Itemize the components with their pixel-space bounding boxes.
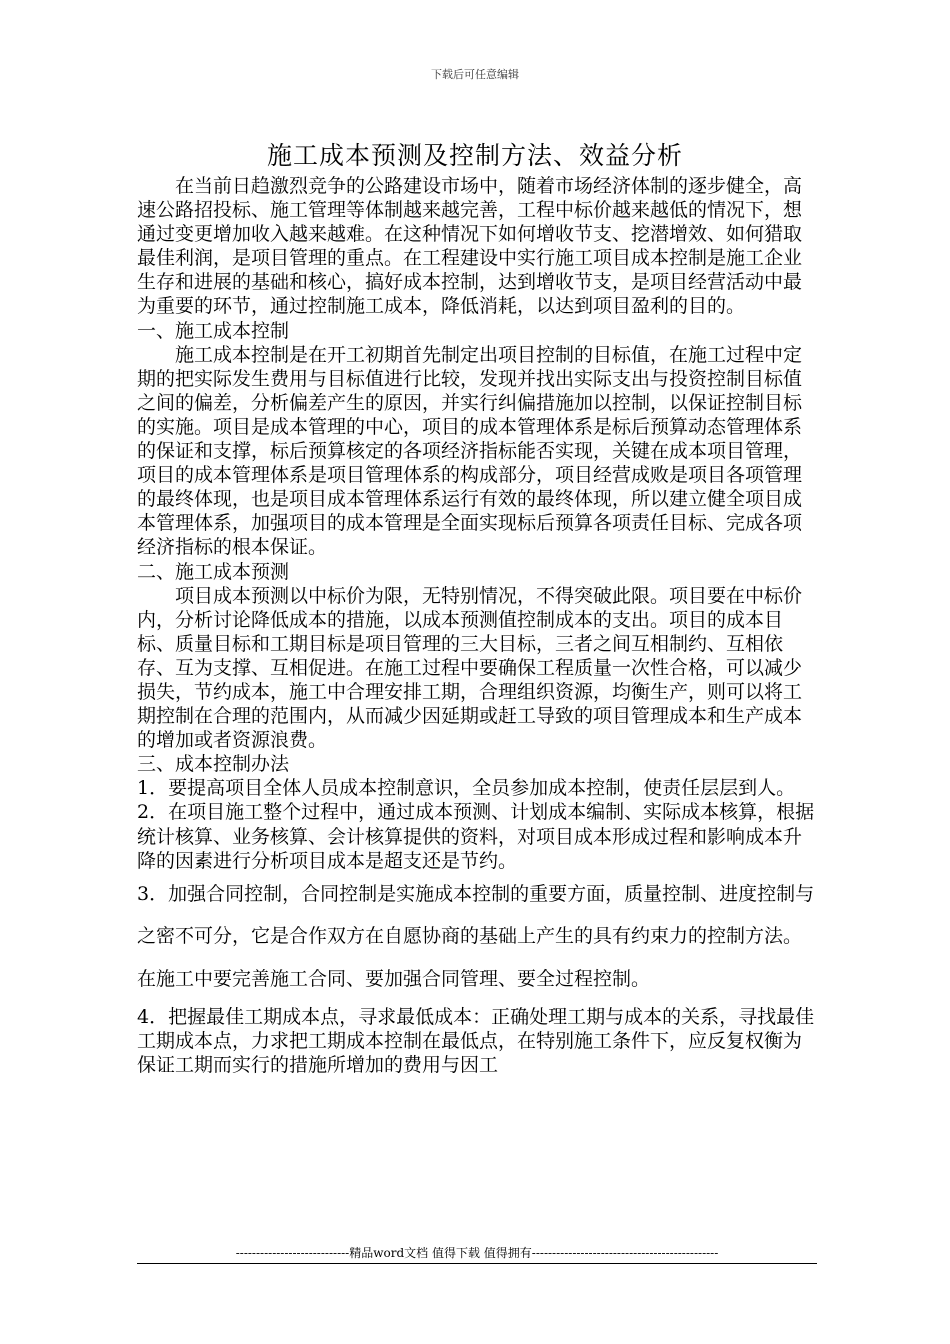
list-item-1: 1．要提高项目全体人员成本控制意识，全员参加成本控制，使责任层层到人。 bbox=[137, 777, 796, 800]
section-heading-1: 一、施工成本控制 bbox=[137, 319, 290, 342]
header-note: 下载后可任意编辑 bbox=[431, 68, 519, 81]
footer-note: ----------------------------精品word文档 值得下载 值得拥有---------------------------------------------- bbox=[235, 1246, 719, 1260]
document-title: 施工成本预测及控制方法、效益分析 bbox=[266, 141, 683, 170]
section-paragraph-2: 项目成本预测以中标价为限，无特别情况，不得突破此限。项目要在中标价内，分析讨论降低成本的措施，以成本预测值控制成本的支出。项目的成本目标、质量目标和工期目标是项目管理的三大目标，三者之间互相制约、互相依存、互为支撑、互相促进。在施工过程中要确保工程质量一次性合格，可以减少损失，节约成本，施工中合理安排工期，合理组织资源，均衡生产，则可以将工期控制在合理的范围内，从而减少因延期或赶工导致的项目管理成本和生产成本的增加或者资源浪费。 bbox=[137, 584, 803, 752]
intro-paragraph: 在当前日趋激烈竞争的公路建设市场中，随着市场经济体制的逐步健全，高速公路招投标、施工管理等体制越来越完善，工程中标价越来越低的情况下，想通过变更增加收入越来越难。在这种情况下如何增收节支、挖潜增效、如何猎取最佳利润，是项目管理的重点。在工程建设中实行施工项目成本控制是施工企业生存和进展的基础和核心，搞好成本控制，达到增收节支，是项目经营活动中最为重要的环节，通过控制施工成本，降低消耗，以达到项目盈利的目的。 bbox=[137, 175, 803, 318]
document-body bbox=[137, 174, 817, 1078]
footer-divider bbox=[137, 1263, 817, 1264]
section-heading-2: 二、施工成本预测 bbox=[137, 560, 290, 583]
section-paragraph-1: 施工成本控制是在开工初期首先制定出项目控制的目标值，在施工过程中定期的把实际发生费用与目标值进行比较，发现并找出实际支出与投资控制目标值之间的偏差，分析偏差产生的原因，并实行纠偏措施加以控制，以保证控制目标的实施。项目是成本管理的中心，项目的成本管理体系是标后预算动态管理体系的保证和支撑，标后预算核定的各项经济指标能否实现，关键在成本项目管理，项目的成本管理体系是项目管理体系的构成部分，项目经营成败是项目各项管理的最终体现，也是项目成本管理体系运行有效的最终体现，所以建立健全项目成本管理体系，加强项目的成本管理是全面实现标后预算各项责任目标、完成各项经济指标的根本保证。 bbox=[137, 343, 803, 559]
list-item-4: 4．把握最佳工期成本点，寻求最低成本：正确处理工期与成本的关系，寻找最佳工期成本点，力求把工期成本控制在最低点，在特别施工条件下，应反复权衡为保证工期而实行的措施所增加的费用与因工 bbox=[137, 1006, 815, 1077]
section-heading-3: 三、成本控制办法 bbox=[137, 753, 290, 776]
list-item-2: 2．在项目施工整个过程中，通过成本预测、计划成本编制、实际成本核算，根据统计核算、业务核算、会计核算提供的资料，对项目成本形成过程和影响成本升降的因素进行分析项目成本是超支还是节约。 bbox=[137, 801, 815, 872]
list-item-3: 3．加强合同控制，合同控制是实施成本控制的重要方面，质量控制、进度控制与之密不可分，它是合作双方在自愿协商的基础上产生的具有约束力的控制方法。在施工中要完善施工合同、要加强合同管理、要全过程控制。 bbox=[137, 882, 815, 990]
